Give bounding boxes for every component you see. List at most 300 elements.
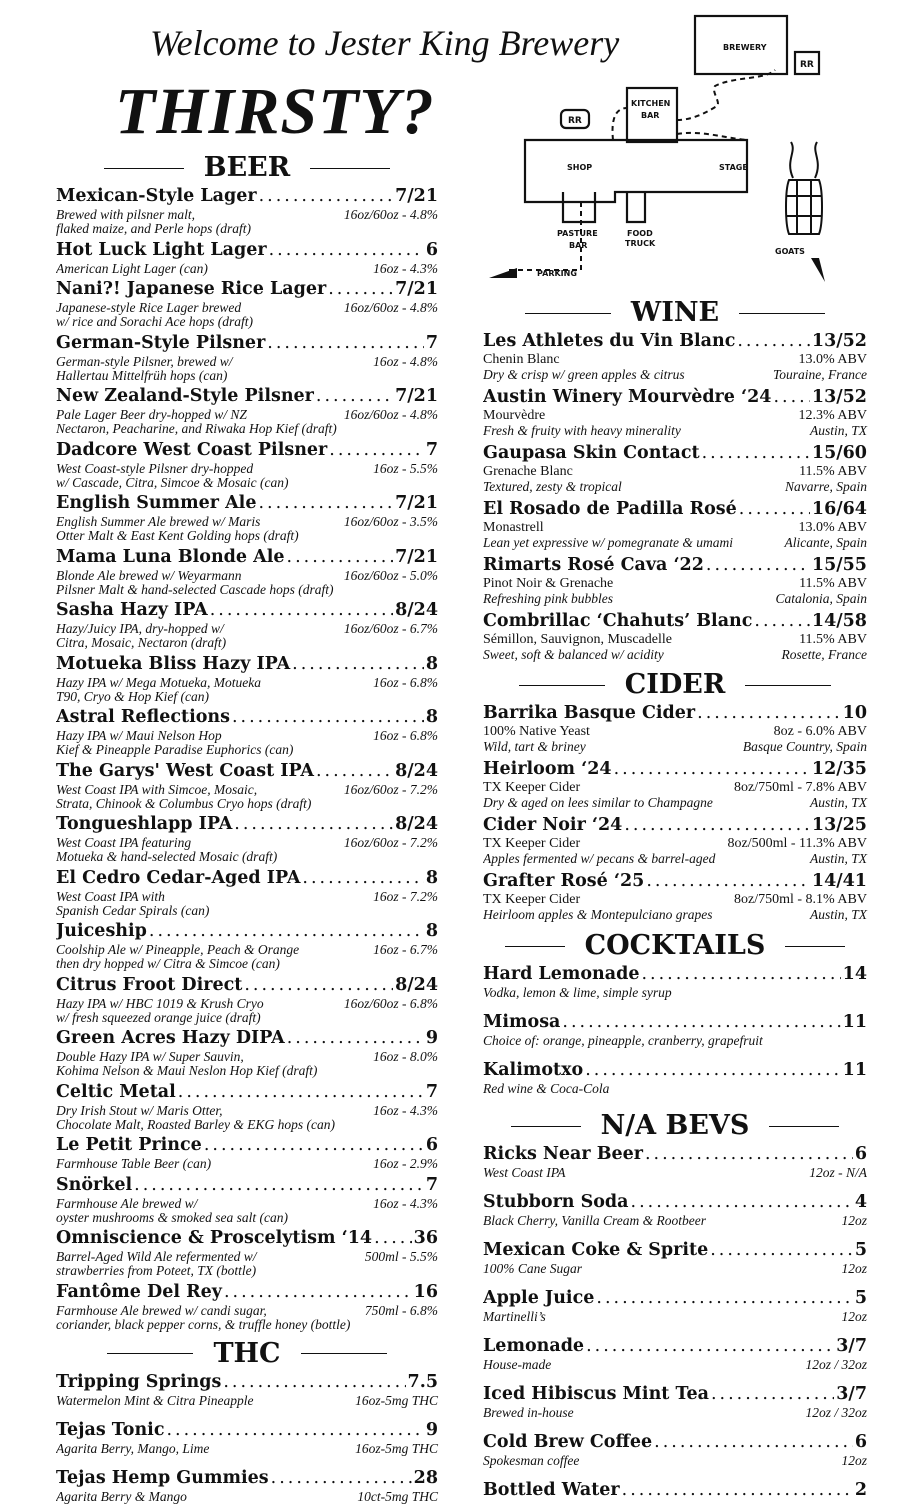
item-price: 7/21 (395, 186, 438, 206)
dot-leader (316, 761, 393, 782)
map-label-goats: GOATS (775, 247, 805, 256)
item-description: West Coast IPA (483, 1165, 566, 1180)
item-price: 8 (425, 921, 438, 941)
item-price: 7/21 (395, 279, 438, 299)
map-label-rr-small: RR (568, 116, 582, 126)
menu-item (483, 1060, 867, 1096)
item-description: Blonde Ale brewed w/ Weyarmann (56, 567, 242, 583)
dot-leader (562, 1012, 840, 1033)
item-name: Tripping Springs (56, 1371, 222, 1392)
dot-leader (134, 1175, 424, 1196)
item-name: Stubborn Soda (483, 1192, 629, 1212)
menu-item (56, 1135, 438, 1171)
item-name: Ricks Near Beer (483, 1144, 643, 1164)
item-description-line (56, 354, 438, 369)
item-description: Spokesman coffee (483, 1453, 580, 1468)
item-name: Snörkel (56, 1174, 133, 1195)
item-title-line (483, 1012, 867, 1033)
item-tasting-notes: Dry & aged on lees similar to Champagne (483, 795, 713, 810)
item-description-extra: Otter Malt & East Kent Golding hops (draft) (56, 529, 299, 543)
item-size: 16oz-5mg THC (355, 1440, 438, 1456)
item-name: El Cedro Cedar-Aged IPA (56, 867, 301, 888)
item-description-line (56, 728, 438, 743)
item-description: West Coast IPA with Simcoe, Mosaic, (56, 781, 258, 797)
item-price: 14/58 (811, 611, 867, 631)
dot-leader (697, 703, 841, 724)
item-price: 4 (854, 1192, 867, 1212)
item-description-line (56, 461, 438, 476)
item-description: Brewed with pilsner malt, (56, 207, 195, 222)
cider-title: CIDER (624, 669, 726, 700)
item-varietal: TX Keeper Cider (483, 780, 581, 795)
item-title-line (483, 1336, 867, 1357)
item-description-line (483, 1033, 867, 1048)
item-price: 7.5 (407, 1371, 438, 1392)
item-name: Cider Noir ‘24 (483, 815, 623, 835)
venue-map (485, 10, 885, 292)
item-description: Choice of: orange, pineapple, cranberry, grapefruit (483, 1033, 763, 1048)
dot-leader (267, 333, 424, 354)
map-food-truck (627, 192, 645, 222)
nabevs-title: N/A BEVS (600, 1110, 750, 1141)
item-name: Iced Hibiscus Mint Tea (483, 1384, 709, 1404)
item-price: 8/24 (395, 760, 438, 781)
item-description-line (56, 675, 438, 690)
item-tasting-notes: Sweet, soft & balanced w/ acidity (483, 647, 664, 662)
menu-item (56, 240, 438, 276)
dot-leader (706, 555, 810, 576)
map-label-pasture-bar: BAR (569, 241, 588, 250)
item-name: Combrillac ‘Chahuts’ Blanc (483, 611, 753, 631)
dot-leader (641, 964, 840, 985)
item-title-line (56, 1082, 438, 1103)
item-description: Farmhouse Ale brewed w/ candi sugar, (56, 1302, 267, 1318)
item-origin: Basque Country, Spain (742, 739, 867, 754)
item-name: Mama Luna Blonde Ale (56, 546, 285, 567)
item-title-line (56, 975, 438, 996)
item-description-extra: then dry hopped w/ Citra & Simcoe (can) (56, 957, 280, 971)
item-size: 16oz-5mg THC (355, 1392, 438, 1408)
menu-item (56, 1420, 438, 1456)
item-title-line (483, 1240, 867, 1261)
item-description: American Light Lager (can) (56, 260, 208, 276)
map-label-stage: STAGE (719, 163, 748, 172)
item-varietal: Pinot Noir & Grenache (483, 576, 614, 591)
item-title-line (483, 703, 867, 724)
item-abv: 13.0% ABV (798, 352, 867, 367)
item-abv: 12.3% ABV (798, 408, 867, 423)
item-description: West Coast-style Pilsner dry-hopped (56, 460, 254, 476)
item-abv: 8oz/500ml - 11.3% ABV (727, 836, 867, 851)
menu-item (483, 815, 867, 866)
item-description-line (56, 889, 438, 904)
item-title-line (56, 868, 438, 889)
item-price: 6 (854, 1144, 867, 1164)
item-description-line (483, 985, 867, 1000)
dot-leader (710, 1240, 853, 1261)
item-title-line (56, 814, 438, 835)
item-varietal-line (483, 576, 867, 591)
item-title-line (56, 279, 438, 300)
item-title-line (483, 964, 867, 985)
item-title-line (483, 1192, 867, 1213)
dot-leader (204, 1135, 424, 1156)
item-title-line (56, 1468, 438, 1489)
item-abv: 8oz/750ml - 8.1% ABV (734, 892, 867, 907)
item-price: 13/52 (811, 331, 867, 351)
menu-item (483, 964, 867, 1000)
item-size: 16oz - 4.3% (373, 1102, 438, 1118)
item-price: 3/7 (836, 1336, 867, 1356)
item-title-line (483, 331, 867, 352)
item-description-line (483, 1357, 867, 1372)
item-tasting-line (483, 591, 867, 606)
item-description: Watermelon Mint & Citra Pineapple (56, 1392, 254, 1408)
item-tasting-notes: Textured, zesty & tropical (483, 479, 622, 494)
item-description: Agarita Berry & Mango (56, 1488, 187, 1504)
dot-leader (622, 1480, 853, 1501)
item-size: 16oz - 4.3% (373, 1195, 438, 1211)
map-pasture-bar (563, 192, 595, 222)
item-price: 15/55 (811, 555, 867, 575)
item-price: 6 (425, 239, 438, 260)
item-varietal-line (483, 464, 867, 479)
item-title-line (56, 1175, 438, 1196)
menu-item (56, 493, 438, 543)
dot-leader (269, 240, 424, 261)
item-price: 12/35 (811, 759, 867, 779)
item-description-extra: Nectaron, Peacharine, and Riwaka Hop Kief (draft) (56, 422, 337, 436)
item-price: 7/21 (395, 493, 438, 513)
item-price: 8 (425, 653, 438, 674)
menu-item (483, 387, 867, 438)
item-size: 10ct-5mg THC (357, 1488, 438, 1504)
item-title-line (483, 759, 867, 780)
item-varietal-line (483, 780, 867, 795)
map-label-brewery: BREWERY (723, 43, 767, 52)
item-name: Mexican Coke & Sprite (483, 1240, 709, 1260)
item-size: 12oz (841, 1261, 867, 1276)
item-description: Hazy IPA w/ Mega Motueka, Motueka (56, 674, 261, 690)
item-size: 16oz - 2.9% (373, 1156, 438, 1171)
dot-leader (645, 1144, 853, 1165)
item-varietal-line (483, 724, 867, 739)
item-price: 7/21 (395, 546, 438, 567)
dot-leader (302, 868, 423, 889)
item-tasting-notes: Fresh & fruity with heavy minerality (483, 423, 681, 438)
map-label-kitchen: KITCHEN (631, 99, 671, 108)
cocktails-heading (483, 928, 867, 964)
item-varietal: Grenache Blanc (483, 464, 573, 479)
item-name: Mexican-Style Lager (56, 186, 257, 206)
item-size: 16oz - 6.7% (373, 942, 438, 957)
item-description-line (483, 1453, 867, 1468)
item-title-line (483, 1060, 867, 1081)
item-description-line (483, 1261, 867, 1276)
item-description-extra: oyster mushrooms & smoked sea salt (can) (56, 1210, 288, 1225)
item-price: 9 (425, 1419, 438, 1440)
menu-item (483, 1144, 867, 1180)
item-description-extra: Citra, Mosaic, Nectaron (draft) (56, 636, 227, 650)
item-description-line (56, 1156, 438, 1171)
item-title-line (56, 333, 438, 354)
item-origin: Alicante, Spain (784, 535, 867, 550)
menu-item (56, 868, 438, 918)
menu-item (56, 1372, 438, 1408)
item-description: Coolship Ale w/ Pineapple, Peach & Orange (56, 942, 300, 957)
dot-leader (374, 1228, 412, 1249)
item-title-line (56, 1282, 438, 1303)
item-name: Juiceship (56, 921, 147, 941)
item-title-line (56, 761, 438, 782)
menu-item (483, 1192, 867, 1228)
item-name: Cold Brew Coffee (483, 1432, 653, 1452)
item-size: 500ml - 5.5% (364, 1249, 438, 1264)
item-description-extra: Kohima Nelson & Maui Neslon Hop Kief (draft) (56, 1064, 318, 1078)
item-title-line (56, 440, 438, 461)
item-abv: 11.5% ABV (799, 464, 867, 479)
item-size: 16oz/60oz - 5.0% (343, 567, 438, 583)
item-name: Celtic Metal (56, 1081, 176, 1102)
item-price: 15/60 (811, 443, 867, 463)
item-description: 100% Cane Sugar (483, 1261, 582, 1276)
item-origin: Catalonia, Spain (775, 591, 867, 606)
item-price: 8/24 (395, 814, 438, 834)
item-description-extra: Kief & Pineapple Paradise Euphorics (can) (56, 743, 294, 757)
item-title-line (483, 555, 867, 576)
menu-item (483, 1288, 867, 1324)
item-title-line (56, 1420, 438, 1441)
dot-leader (654, 1432, 853, 1453)
item-title-line (483, 499, 867, 520)
item-title-line (56, 493, 438, 514)
item-name: Barrika Basque Cider (483, 703, 696, 723)
item-price: 8/24 (395, 600, 438, 620)
item-description: Japanese-style Rice Lager brewed (56, 300, 242, 315)
item-tasting-line (483, 423, 867, 438)
menu-item (56, 547, 438, 597)
item-price: 11 (842, 1060, 867, 1080)
item-name: Hard Lemonade (483, 964, 640, 984)
item-size: 16oz/60oz - 4.8% (343, 407, 438, 422)
dot-leader (244, 975, 393, 996)
dot-leader (328, 279, 393, 300)
item-size: 16oz/60oz - 7.2% (343, 781, 438, 797)
item-description-line (56, 621, 438, 636)
dot-leader (259, 186, 394, 207)
item-varietal-line (483, 520, 867, 535)
item-description-extra: Spanish Cedar Spirals (can) (56, 903, 210, 918)
dot-leader (711, 1384, 834, 1405)
item-size: 16oz - 4.3% (373, 260, 438, 276)
map-main-building (525, 140, 747, 202)
cider-heading (483, 667, 867, 703)
menu-item (483, 1432, 867, 1468)
menu-item (56, 921, 438, 971)
item-description: Farmhouse Table Beer (can) (56, 1156, 212, 1171)
item-size: 16oz/60oz - 6.8% (343, 995, 438, 1011)
item-size: 16oz/60oz - 4.8% (343, 300, 438, 315)
item-name: Le Petit Prince (56, 1135, 202, 1155)
dot-leader (646, 871, 810, 892)
item-price: 16/64 (811, 499, 867, 519)
item-description: Barrel-Aged Wild Ale refermented w/ (56, 1249, 257, 1264)
item-varietal: TX Keeper Cider (483, 836, 581, 851)
menu-item (483, 759, 867, 810)
item-tasting-notes: Dry & crisp w/ green apples & citrus (483, 367, 685, 382)
thc-list (56, 1372, 438, 1504)
cocktails-list (483, 964, 867, 1096)
item-size: 16oz - 6.8% (373, 674, 438, 690)
dot-leader (585, 1060, 840, 1081)
item-description-line (56, 782, 438, 797)
item-description-line (483, 1309, 867, 1324)
item-name: Hot Luck Light Lager (56, 239, 267, 260)
item-description: English Summer Ale brewed w/ Maris (56, 514, 261, 529)
menu-item (483, 499, 867, 550)
item-title-line (483, 1384, 867, 1405)
item-name: The Garys' West Coast IPA (56, 760, 314, 781)
item-name: El Rosado de Padilla Rosé (483, 499, 737, 519)
map-label-truck: TRUCK (625, 239, 656, 248)
item-tasting-notes: Refreshing pink bubbles (483, 591, 613, 606)
item-price: 36 (413, 1228, 438, 1248)
item-tasting-notes: Lean yet expressive w/ pomegranate & umami (483, 535, 733, 550)
menu-item (56, 440, 438, 490)
item-price: 5 (854, 1240, 867, 1260)
item-title-line (483, 443, 867, 464)
dot-leader (631, 1192, 853, 1213)
dot-leader (287, 547, 394, 568)
menu-item (56, 761, 438, 811)
item-name: Astral Reflections (56, 707, 230, 727)
item-price: 7 (425, 1174, 438, 1195)
item-description: Hazy/Juicy IPA, dry-hopped w/ (56, 621, 224, 636)
item-description-extra: Hallertau Mittelfrüh hops (can) (56, 368, 228, 383)
item-description-extra: Motueka & hand-selected Mosaic (draft) (56, 850, 278, 864)
item-description-line (56, 1303, 438, 1318)
item-origin: Touraine, France (773, 367, 867, 382)
menu-item (483, 1384, 867, 1420)
item-title-line (483, 1480, 867, 1501)
item-origin: Navarre, Spain (785, 479, 867, 494)
item-size: 16oz/60oz - 3.5% (343, 514, 438, 529)
menu-item (483, 703, 867, 754)
item-title-line (56, 707, 438, 728)
thc-heading (56, 1336, 438, 1372)
item-description-extra: Strata, Chinook & Columbus Cryo hops (draft) (56, 796, 312, 811)
item-size: 12oz (841, 1213, 867, 1228)
dot-leader (737, 331, 810, 352)
barrel-icon (786, 142, 822, 234)
item-description: Agarita Berry, Mango, Lime (56, 1440, 210, 1456)
item-name: Tejas Hemp Gummies (56, 1467, 269, 1488)
item-description-line (56, 1393, 438, 1408)
menu-item (483, 555, 867, 606)
item-price: 8/24 (395, 974, 438, 995)
item-description-extra: strawberries from Poteet, TX (bottle) (56, 1264, 257, 1278)
item-description-line (56, 1249, 438, 1264)
item-tasting-notes: Heirloom apples & Montepulciano grapes (483, 907, 713, 922)
item-description-line (56, 207, 438, 222)
item-tasting-line (483, 367, 867, 382)
item-title-line (483, 611, 867, 632)
menu-item (483, 1240, 867, 1276)
item-description-line (483, 1405, 867, 1420)
menu-item (56, 1175, 438, 1225)
item-description-line (56, 1196, 438, 1211)
menu-item (56, 1028, 438, 1078)
dot-leader (258, 493, 393, 514)
item-description-extra: w/ fresh squeezed orange juice (draft) (56, 1010, 261, 1025)
item-abv: 8oz - 6.0% ABV (773, 724, 867, 739)
item-size: 16oz/60oz - 6.7% (343, 621, 438, 636)
menu-item (483, 1012, 867, 1048)
item-description: West Coast IPA with (56, 888, 165, 904)
item-price: 16 (413, 1281, 438, 1302)
welcome-heading: Welcome to Jester King Brewery (150, 23, 620, 63)
item-origin: Austin, TX (809, 907, 867, 922)
item-name: Austin Winery Mourvèdre ‘24 (483, 387, 772, 407)
item-origin: Austin, TX (809, 423, 867, 438)
thirsty-title: THIRSTY? (115, 75, 435, 148)
item-price: 8 (425, 707, 438, 727)
menu-item (56, 279, 438, 329)
item-abv: 13.0% ABV (798, 520, 867, 535)
item-description-line (483, 1165, 867, 1180)
item-name: Gaupasa Skin Contact (483, 443, 700, 463)
item-price: 14 (842, 964, 867, 984)
item-name: Apple Juice (483, 1288, 595, 1308)
menu-item (483, 611, 867, 662)
menu-item (483, 871, 867, 922)
item-name: Tongueshlapp IPA (56, 814, 233, 834)
item-description-extra: flaked maize, and Perle hops (draft) (56, 222, 251, 236)
dot-leader (624, 815, 810, 836)
dot-leader (223, 1372, 405, 1393)
item-tasting-line (483, 647, 867, 662)
item-title-line (56, 654, 438, 675)
item-description-line (56, 514, 438, 529)
item-varietal-line (483, 836, 867, 851)
item-size: 750ml - 6.8% (364, 1302, 438, 1318)
item-name: Motueka Bliss Hazy IPA (56, 653, 291, 674)
item-name: Green Acres Hazy DIPA (56, 1028, 285, 1048)
dot-leader (329, 440, 424, 461)
item-description-extra: w/ Cascade, Citra, Simcoe & Mosaic (can) (56, 475, 289, 490)
item-price: 7 (425, 332, 438, 353)
item-title-line (483, 1288, 867, 1309)
map-label-kitchen-bar: BAR (641, 111, 660, 120)
item-price: 3/7 (836, 1384, 867, 1404)
item-name: Tejas Tonic (56, 1419, 165, 1440)
item-origin: Rosette, France (781, 647, 867, 662)
item-title-line (483, 815, 867, 836)
item-name: Bottled Water (483, 1480, 620, 1500)
item-size: 16oz - 7.2% (373, 888, 438, 904)
item-tasting-line (483, 851, 867, 866)
dot-leader (232, 707, 424, 728)
item-name: Lemonade (483, 1336, 585, 1356)
item-price: 7 (425, 439, 438, 460)
wine-title: WINE (630, 297, 720, 328)
dot-leader (166, 1420, 423, 1441)
item-description: Martinelli’s (483, 1309, 546, 1324)
item-description: House-made (483, 1357, 552, 1372)
dot-leader (271, 1468, 412, 1489)
item-price: 2 (854, 1480, 867, 1500)
menu-item (56, 814, 438, 864)
